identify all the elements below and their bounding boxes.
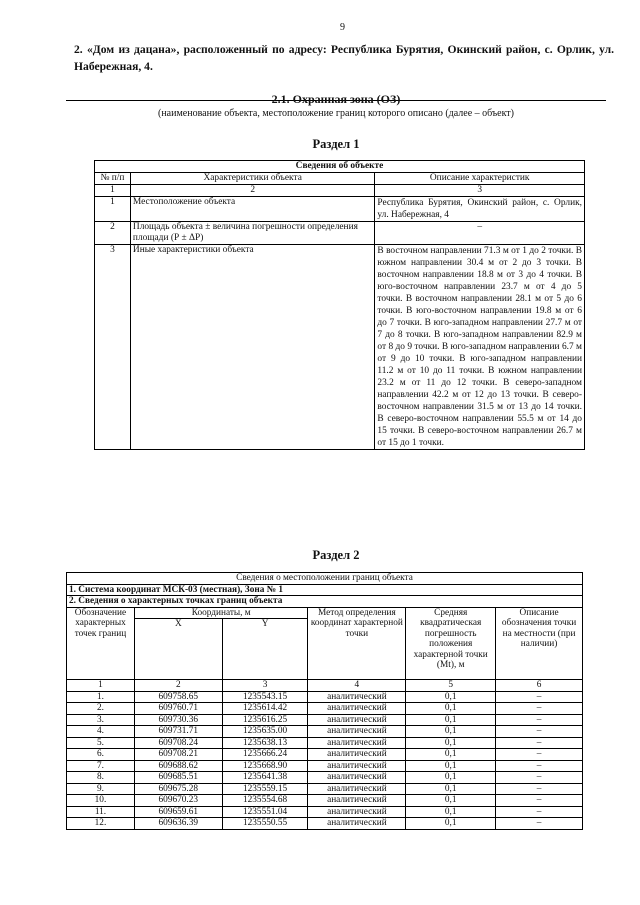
error-value: 0,1 [406,795,496,807]
coord-x: 609685.51 [134,772,222,784]
marking: – [496,726,583,738]
col-index: 2 [134,680,222,692]
table-caption: Сведения об объекте [95,161,585,173]
table-row [67,760,583,772]
error-value: 0,1 [406,691,496,703]
coord-x: 609688.62 [134,760,222,772]
coord-y: 1235554.68 [222,795,308,807]
marking: – [496,737,583,749]
error-value: 0,1 [406,806,496,818]
coord-x: 609636.39 [134,818,222,830]
col-index: 5 [406,680,496,692]
coord-x: 609758.65 [134,691,222,703]
marking: – [496,760,583,772]
method: аналитический [308,691,406,703]
point-label: 3. [67,714,135,726]
table-caption: Сведения о местоположении границ объекта [67,573,583,585]
point-label: 11. [67,806,135,818]
coord-y: 1235543.15 [222,691,308,703]
zone-title: 2.1. Охранная зона (ОЗ) [271,92,401,106]
method: аналитический [308,806,406,818]
coord-x: 609675.28 [134,783,222,795]
table-row [67,783,583,795]
object-heading: 2. «Дом из дацана», расположенный по адресу: Республика Бурятия, Окинский район, с. Орлик, ул. Набережная, 4. [74,43,614,73]
row-characteristic: Площадь объекта ± величина погрешности определения площади (Р ± ΔР) [130,222,374,245]
point-label: 8. [67,772,135,784]
point-label: 6. [67,749,135,761]
col-index: 4 [308,680,406,692]
point-label: 4. [67,726,135,738]
method: аналитический [308,726,406,738]
col-index: 3 [375,185,585,197]
method: аналитический [308,703,406,715]
coord-y: 1235559.15 [222,783,308,795]
col-index: 1 [95,185,131,197]
point-label: 10. [67,795,135,807]
row-characteristic: Местоположение объекта [130,197,374,222]
table-row [67,795,583,807]
points-caption: 2. Сведения о характерных точках границ объекта [67,596,583,608]
table-row [67,714,583,726]
point-label: 5. [67,737,135,749]
col-header-error: Средняя квадратическая погрешность положения характерной точки (Mt), м [406,607,496,680]
method: аналитический [308,714,406,726]
table-row [67,818,583,830]
col-header-char: Характеристики объекта [130,173,374,185]
error-value: 0,1 [406,818,496,830]
marking: – [496,795,583,807]
error-value: 0,1 [406,714,496,726]
table-row [67,703,583,715]
point-label: 12. [67,818,135,830]
section1-title: Раздел 1 [312,137,360,151]
error-value: 0,1 [406,703,496,715]
row-number: 3 [95,245,131,450]
row-characteristic: Иные характеристики объекта [130,245,374,450]
marking: – [496,772,583,784]
coord-x: 609708.21 [134,749,222,761]
col-header-desc: Описание характеристик [375,173,585,185]
method: аналитический [308,772,406,784]
error-value: 0,1 [406,749,496,761]
table-row [67,749,583,761]
point-label: 7. [67,760,135,772]
col-header-num: № п/п [95,173,131,185]
coord-y: 1235616.25 [222,714,308,726]
marking: – [496,691,583,703]
table-row [67,737,583,749]
coord-x: 609760.71 [134,703,222,715]
marking: – [496,703,583,715]
marking: – [496,818,583,830]
coord-x: 609659.61 [134,806,222,818]
col-header-point: Обозначение характерных точек границ [67,607,135,680]
point-label: 9. [67,783,135,795]
coord-y: 1235550.55 [222,818,308,830]
coord-y: 1235668.90 [222,760,308,772]
col-index: 1 [67,680,135,692]
error-value: 0,1 [406,772,496,784]
table-row [67,726,583,738]
method: аналитический [308,737,406,749]
row-number: 2 [95,222,131,245]
section2-title: Раздел 2 [312,548,360,562]
col-header-coords: Координаты, м [134,607,308,619]
col-header-marking: Описание обозначения точки на местности (при наличии) [496,607,583,680]
error-value: 0,1 [406,726,496,738]
coord-y: 1235551.04 [222,806,308,818]
coord-y: 1235638.13 [222,737,308,749]
coordinate-system: 1. Система координат МСК-03 (местная), Зона № 1 [67,584,583,596]
coord-x: 609670.23 [134,795,222,807]
col-index: 6 [496,680,583,692]
zone-subtitle: (наименование объекта, местоположение границ которого описано (далее – объект) [157,108,515,119]
point-label: 2. [67,703,135,715]
error-value: 0,1 [406,760,496,772]
row-number: 1 [95,197,131,222]
method: аналитический [308,783,406,795]
method: аналитический [308,795,406,807]
col-header-y: Y [222,619,308,680]
error-value: 0,1 [406,737,496,749]
page-number: 9 [340,22,345,33]
coord-x: 609731.71 [134,726,222,738]
row-description: В восточном направлении 71.3 м от 1 до 2 точки. В южном направлении 30.4 м от 2 до 3 точки. В восточном направлении 18.8 м от 3 до 4 точки. В юго-восточном направлении 23.7 м от 4 до 5 точки. В восточном направлении 28.1 м от 5 до 6 точки. В юго-восточном направлении 19.8 м от 6 до 7 точки. В юго-западном направлении 27.7 м от 7 до 8 точки. В юго-западном направлении 82.9 м от 8 до 9 точки. В юго-западном направлении 6.7 м от 9 до 10 точки. В юго-западном направлении 11.2 м от 10 до 11 точки. В южном направлении 23.2 м от 11 до 12 точки. В северо-западном направлении 42.2 м от 12 до 13 точки. В северо-восточном направлении 31.5 м от 13 до 14 точки. В северо-восточном направлении 55.5 м от 14 до 15 точки. В северо-восточном направлении 26.7 м от 15 до 1 точки. [375,245,585,450]
col-index: 2 [130,185,374,197]
object-info-table [94,160,585,450]
marking: – [496,714,583,726]
error-value: 0,1 [406,783,496,795]
table-row [67,806,583,818]
coord-x: 609708.24 [134,737,222,749]
marking: – [496,783,583,795]
method: аналитический [308,760,406,772]
method: аналитический [308,749,406,761]
table-row [95,245,585,450]
coord-y: 1235614.42 [222,703,308,715]
col-header-method: Метод определения координат характерной точки [308,607,406,680]
method: аналитический [308,818,406,830]
row-description: Республика Бурятия, Окинский район, с. Орлик, ул. Набережная, 4 [375,197,585,222]
table-row [67,691,583,703]
table-row [95,197,585,222]
row-description: – [375,222,585,245]
table-row [67,772,583,784]
point-label: 1. [67,691,135,703]
coord-x: 609730.36 [134,714,222,726]
boundary-points-table [66,572,583,830]
coord-y: 1235641.38 [222,772,308,784]
marking: – [496,749,583,761]
table-row [95,222,585,245]
coord-y: 1235635.00 [222,726,308,738]
marking: – [496,806,583,818]
coord-y: 1235666.24 [222,749,308,761]
col-header-x: X [134,619,222,680]
col-index: 3 [222,680,308,692]
